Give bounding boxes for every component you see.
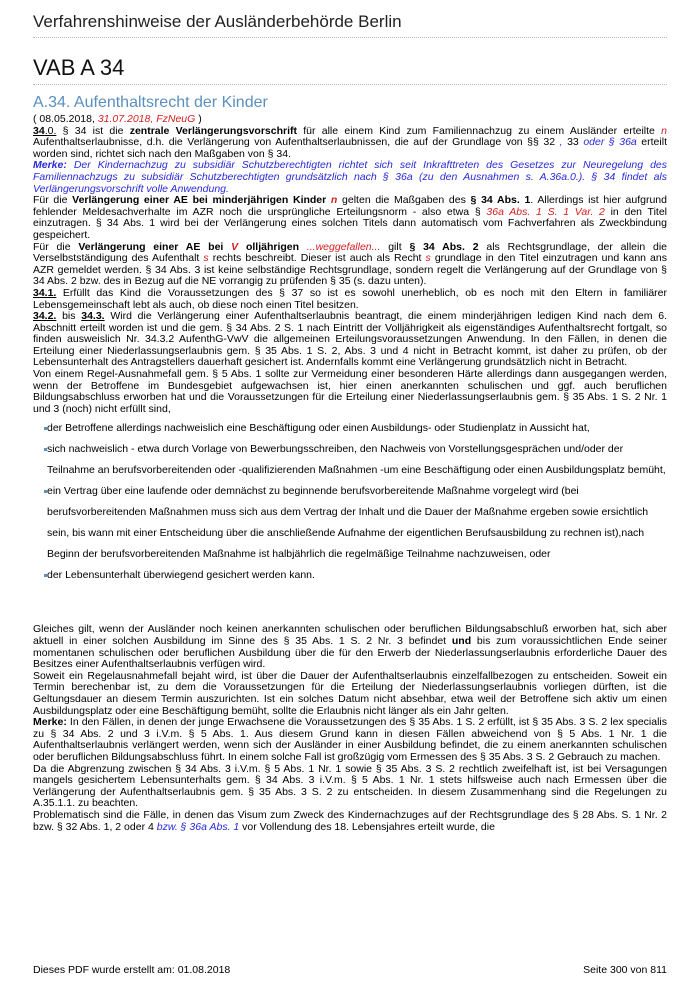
merke-label: Merke: bbox=[33, 159, 67, 172]
text: Für die bbox=[33, 240, 79, 253]
text: bis zum voraussichtlichen Ende seiner momentanen schulischen oder beruflichen Ausbildung über die für den Erwerb der Niederlassungserlaubnis erforderliche Dauer des Besitzes einer Aufenthaltserlaubnis verfügen wird. bbox=[33, 635, 667, 671]
text: Für die bbox=[33, 194, 73, 207]
paragraph-34-0 bbox=[33, 126, 667, 161]
paragraph-problematisch bbox=[33, 810, 667, 833]
header-divider bbox=[33, 37, 667, 38]
para-number: 34.2. bbox=[33, 310, 57, 323]
title-divider bbox=[33, 84, 667, 85]
text: 33 bbox=[567, 136, 584, 149]
list-item bbox=[33, 439, 667, 481]
amendment-mark: n bbox=[661, 124, 667, 137]
para-number: 34 bbox=[33, 124, 45, 137]
amendment-mark: ...weggefallen... bbox=[299, 240, 381, 253]
text: der Betroffene allerdings nachweislich eine Beschäftigung oder einen Ausbildungs- oder Studienplatz in Aussicht hat, bbox=[47, 422, 590, 435]
paragraph-adults bbox=[33, 242, 667, 288]
text: ein Vertrag über eine laufende oder demnächst zu beginnende berufsvorbereitende Maßnahme vorgelegt wird (bei berufsvorbereitenden Maßnahmen muss sich aus dem Vertrag der Inhalt und die Dauer der Maßnahme ergeben sowie ersichtlich sein, bis wann mit einer Entscheidung über die anschließende Aufnahme der eigentlichen Berufsausbildung zu rechnen ist),nach Beginn der berufsvorbereitenden Maßnahme ist halbjährlich die regelmäßige Teilnahme nachzuweisen, oder bbox=[47, 485, 649, 561]
bold-text: § 34 Abs. 1 bbox=[470, 194, 531, 207]
amendment-mark: n bbox=[326, 194, 338, 207]
merke-text: In den Fällen, in denen der junge Erwachsene die Voraussetzungen des § 35 Abs. 1 S. 2 erfüllt, ist § 35 Abs. 3 S. 2 lex specialis zu § 34 Abs. 2 und 3 i.V.m. § 5 Abs. 1. Aus diesem Grund kann in diesen Fällen abweichend von § 5 Abs. 1 Nr. 1 die Aufenthaltserlaubnis verlängert werden, wenn sich der Ausländer in einer Ausbildung befindet, die zu einem anerkannten schulischen oder beruflichen Bildungsabschluss führt. In einem solche Fall ist großzügig vom Ermessen des § 35 Abs. 3 S. 2 Gebrauch zu machen. bbox=[33, 716, 667, 763]
bold-text: olljährigen bbox=[238, 240, 300, 253]
page-title: VAB A 34 bbox=[33, 55, 125, 80]
list-item bbox=[33, 418, 667, 439]
text: in den Titel einzutragen. § 34 Abs. 1 wird bei der Verlängerung eines solchen Titels dann automatisch vom Fachverfahren als Zweckbindung gespeichert. bbox=[33, 205, 668, 241]
conditions-list bbox=[33, 418, 667, 586]
bullet-icon bbox=[44, 448, 47, 451]
merke-label: Merke: bbox=[33, 716, 67, 729]
para-number: 34.3. bbox=[81, 310, 105, 323]
amendment-mark: 36a Abs. 1 S. 1 Var. 2 bbox=[486, 205, 605, 218]
text: gilt bbox=[380, 240, 410, 253]
text: sich nachweislich - etwa durch Vorlage von Bewerbungsschreiben, den Nachweis von Vorstellungsgesprächen und/oder der Teilnahme an berufsvorbereitenden oder -qualifizierenden Maßnahmen -um eine Beschäftigung oder einen Ausbildungsplatz bemüht, bbox=[47, 443, 666, 477]
text: Aufenthaltserlaubnisse, d.h. die Verlängerung von Aufenthaltserlaubnissen, die auf der Grundlage von §§ 32 bbox=[33, 136, 560, 149]
paragraph-34-1 bbox=[33, 288, 667, 311]
spacer bbox=[33, 586, 667, 624]
merke-text: Der Kindernachzug zu subsidiär Schutzberechtigten richtet sich seit Inkrafttreten des Gesetzes zur Neuregelung des Familiennachzugs zu subsidiär Schutzberechtigten grundsätzlich nach § 36a (zu den Ausnahmen s. A.36a.0.). § 34 findet als Verlängerungsvorschrift volle Anwendung. bbox=[33, 159, 667, 195]
footer-created-date: Dieses PDF wurde erstellt am: 01.08.2018 bbox=[33, 964, 231, 976]
amendment-mark: , bbox=[559, 136, 568, 149]
text: als Rechtsgrundlage, der allein die Verselbstständigung des Aufenthalt bbox=[33, 240, 667, 265]
amendment-mark: bzw. § 36a Abs. 1 bbox=[156, 820, 240, 833]
paragraph-abgrenzung: Da die Abgrenzung zwischen § 34 Abs. 3 i.V.m. § 5 Abs. 1 Nr. 1 sowie § 35 Abs. 3 S. 2 rechtlich zweifelhaft ist, ist bei Versagungen mangels gesichertem Lebensunterhalts gem. § 34 Abs. 3 i.V.m. § 5 Abs. 1 Nr. 1 stets hilfsweise auch nach Ermessen über die Verlängerung der Aufenthaltserlaubnis gem. § 35 Abs. 3 S. 2 zu entscheiden. In diesem Zusammenhang sind die Regelungen zu A.35.1.1. zu beachten. bbox=[33, 762, 667, 810]
para-number: 34.1. bbox=[33, 286, 57, 299]
bold-text: und bbox=[451, 635, 472, 648]
text: Problematisch sind die Fälle, in denen das Visum zum Zweck des Kindernachzuges auf der Rechtsgrundlage des § 28 Abs. S. 1 Nr. 2 bzw. § 32 Abs. 1, 2 oder 4 bbox=[33, 808, 667, 833]
paragraph-34-2 bbox=[33, 311, 667, 369]
date-open: ( 08.05.2018, bbox=[33, 113, 98, 125]
paragraph-minors bbox=[33, 195, 667, 241]
paragraph-dauer: Soweit ein Regelausnahmefall bejaht wird, ist über die Dauer der Aufenthaltserlaubnis einzelfallbezogen zu entscheiden. Soweit ein Termin berechenbar ist, zu dem die Voraussetzungen für die Erteilung der Niederlassungserlaubnis vorliegen dürften, ist die Geltungsdauer an diesem Termin auszurichten. Ist ein solches Datum nicht absehbar, etwa weil der Betroffene sich aktiv um einen Ausbildungsplatz oder eine Beschäftigung bemüht, sollte die Erlaubnis nicht länger als ein Jahr gelten. bbox=[33, 669, 667, 717]
merke-note bbox=[33, 160, 667, 195]
document-body bbox=[33, 114, 667, 833]
date-close: ) bbox=[195, 113, 202, 125]
bold-text: zentrale Verlängerungsvorschrift bbox=[129, 124, 297, 137]
text: der Lebensunterhalt überwiegend gesichert werden kann. bbox=[47, 569, 315, 582]
text: . Allerdings ist hier aufgrund fehlender Meldesachverhalte im AZR noch die ursprüngliche Erteilungsnorm - also etwa § bbox=[33, 194, 667, 218]
text: grundlage in den Titel einzutragen und kann ans AZR gemeldet werden. § 34 Abs. 3 ist keine selbständige Rechtsgrundlage, sondern regelt die Verlängerung auf der Grundlage von § 34 Abs. 2 bzw. des in Bezug auf die NE vorrangig zu prüfenden § 35 (s. dazu unten). bbox=[33, 252, 667, 288]
list-item bbox=[33, 565, 667, 586]
text: für alle einem Kind zum Familiennachzug zu einem Ausländer erteilte bbox=[297, 124, 662, 137]
text: Gleiches gilt, wenn der Ausländer noch keinen anerkannten schulischen oder beruflichen Bildungsabschluß erworben hat, sich aber aktuell in einer solchen Ausbildung im Sinne des § 35 Abs. 1 S. 2 Nr. 3 befindet bbox=[33, 623, 667, 648]
text: gelten die Maßgaben des bbox=[337, 194, 471, 207]
document-header: Verfahrenshinweise der Ausländerbehörde Berlin bbox=[33, 12, 402, 31]
amendment-mark: oder § 36a bbox=[583, 136, 637, 149]
amendment-mark: s bbox=[425, 252, 431, 265]
amendment-mark: V bbox=[231, 240, 239, 253]
bullet-icon bbox=[44, 427, 47, 430]
text: Wird die Verlängerung einer Aufenthaltserlaubnis beantragt, die einem minderjährigen ledigen Kind nach dem 6. Abschnitt erteilt worden ist und die gem. § 34 Abs. 2 S. 1 nach Eintritt der Volljährigkeit als eigenständiges Aufenthaltsrecht fortgalt, so finden ausweislich Nr. 34.3.2 AufenthG-VwV die allgemeinen Erteilungsvoraussetzungen Anwendung. In den Fällen, in denen die Erteilung einer Niederlassungserlaubnis gem. § 35 Abs. 1 S. 2, Abs. 3 und 4 nicht in Betracht kommt, ist daher zu prüfen, ob der Lebensunterhalt des Antragstellers dauerhaft gesichert ist. Andernfalls kommt eine Verlängerung grundsätzlich nicht in Betracht. bbox=[33, 310, 667, 369]
text: bis bbox=[56, 310, 82, 323]
bold-text: Verlängerung einer AE bei bbox=[78, 240, 232, 253]
text: vor Vollendung des 18. Lebensjahres erteilt wurde, die bbox=[239, 820, 495, 833]
paragraph-gleiches bbox=[33, 624, 667, 670]
paragraph-regel-ausnahme: Von einem Regel-Ausnahmefall gem. § 5 Abs. 1 sollte zur Vermeidung einer besonderen Härte allerdings dann ausgegangen werden, wenn der Betroffene im Bundesgebiet aufgewachsen ist, hier einen anerkannten schulischen und ggf. auch beruflichen Bildungsabschluss erworben hat und die Voraussetzungen für die Erteilung einer Niederlassungserlaubnis gem. § 35 Abs. 1 S. 2 Nr. 1 und 3 (noch) nicht erfüllt sind, bbox=[33, 368, 667, 415]
text: § 34 ist die bbox=[56, 124, 130, 137]
text: Erfüllt das Kind die Voraussetzungen des § 37 so ist es sowohl unerheblich, ob es noch mit den Eltern in familiärer Lebensgemeinschaft lebt als auch, ob diese noch einen Titel besitzen. bbox=[33, 286, 667, 311]
bullet-icon bbox=[44, 574, 47, 577]
footer-page-number: Seite 300 von 811 bbox=[583, 964, 667, 976]
text: rechts beschreibt. Dieser ist auch als Recht bbox=[208, 252, 426, 265]
amendment-mark: s bbox=[203, 252, 209, 265]
bullet-icon bbox=[44, 490, 47, 493]
text: erteilt worden sind, richtet sich nach den Maßgaben von § 34. bbox=[33, 136, 667, 160]
merke-note-2 bbox=[33, 717, 667, 763]
date-amendment: 31.07.2018, FzNeuG bbox=[97, 113, 196, 125]
bold-text: Verlängerung einer AE bei minderjährigen Kinder bbox=[72, 194, 327, 207]
bold-text: § 34 Abs. 2 bbox=[409, 240, 479, 253]
para-number-suffix: .0. bbox=[44, 124, 57, 137]
list-item bbox=[33, 481, 667, 565]
section-title: A.34. Aufenthaltsrecht der Kinder bbox=[33, 94, 268, 111]
